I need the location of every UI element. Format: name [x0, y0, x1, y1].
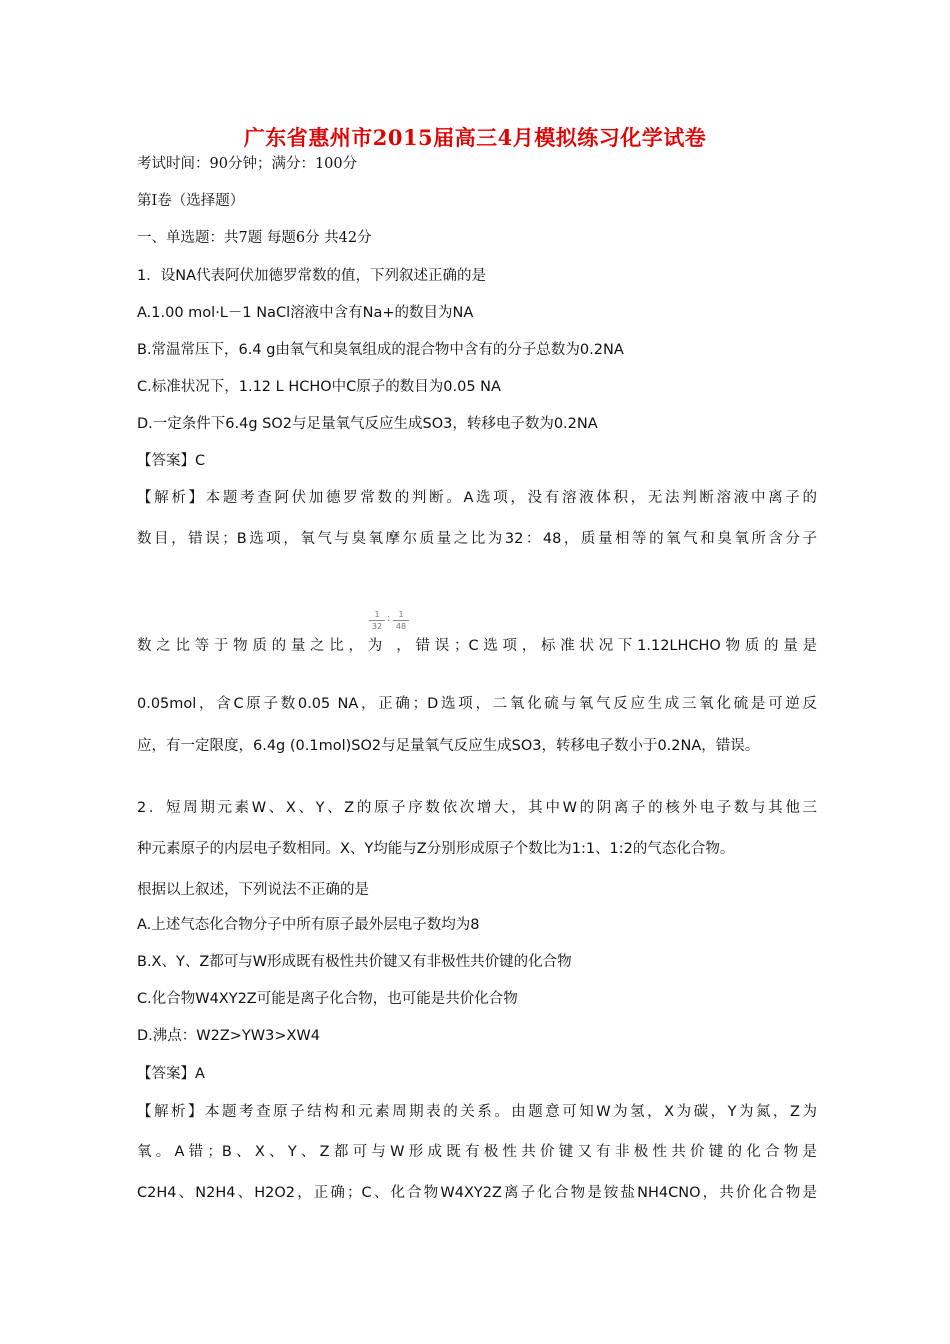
q1-option-d: D.一定条件下6.4g SO2与足量氧气反应生成SO3，转移电子数为0.2NA [137, 416, 598, 432]
q1-analysis-line4: 0.05mol，含C原子数0.05 NA，正确；D选项，二氧化硫与氧气反应生成三氧化硫是可逆反 [137, 696, 817, 712]
q2-option-c: C.化合物W4XY2Z可能是离子化合物，也可能是共价化合物 [137, 991, 518, 1007]
fraction-1-numerator: 1 [369, 609, 385, 621]
fraction-1 [369, 609, 385, 632]
part-heading: 第I卷（选择题） [137, 193, 245, 209]
q2-stem-line2: 种元素原子的内层电子数相同。X、Y均能与Z分别形成原子个数比为1:1、1:2的气态化合物。 [137, 841, 735, 857]
fraction-2-numerator: 1 [393, 609, 409, 621]
q2-option-a: A.上述气态化合物分子中所有原子最外层电子数均为8 [137, 917, 480, 933]
q1-analysis-line1: 【解析】本题考查阿伏加德罗常数的判断。A选项，没有溶液体积，无法判断溶液中离子的 [137, 490, 817, 506]
q2-analysis-line3: C2H4、N2H4、H2O2，正确；C、化合物W4XY2Z离子化合物是铵盐NH4CNO，共价化合物是 [137, 1185, 817, 1201]
q2-analysis-line2: 氧。A错；B、X、Y、Z都可与W形成既有极性共价键又有非极性共价键的化合物是 [137, 1144, 817, 1160]
exam-info: 考试时间：90分钟；满分：100分 [137, 156, 358, 172]
fraction-1-denominator: 32 [371, 622, 383, 631]
q1-answer: 【答案】C [137, 453, 206, 469]
q2-option-b: B.X、Y、Z都可与W形成既有极性共价键又有非极性共价键的化合物 [137, 954, 572, 970]
q2-option-d: D.沸点：W2Z>YW3>XW4 [137, 1028, 320, 1044]
q2-stem-line1: 2．短周期元素W、X、Y、Z的原子序数依次增大，其中W的阴离子的核外电子数与其他三 [137, 800, 817, 816]
q1-analysis-line2: 数目，错误；B选项，氧气与臭氧摩尔质量之比为32：48，质量相等的氧气和臭氧所含分子 [137, 531, 817, 547]
q1-option-a: A.1.00 mol·L－1 NaCl溶液中含有Na+的数目为NA [137, 305, 474, 321]
fraction-2-denominator: 48 [395, 622, 407, 631]
document-title: 广东省惠州市2015届高三4月模拟练习化学试卷 [243, 125, 707, 150]
q1-stem: 1．设NA代表阿伏加德罗常数的值，下列叙述正确的是 [137, 268, 486, 284]
section-heading: 一、单选题：共7题 每题6分 共42分 [137, 230, 372, 246]
q2-analysis-line1: 【解析】本题考查原子结构和元素周期表的关系。由题意可知W为氢，X为碳，Y为氮，Z为 [137, 1104, 817, 1120]
fraction-2 [393, 609, 409, 632]
q1-option-b: B.常温常压下，6.4 g由氧气和臭氧组成的混合物中含有的分子总数为0.2NA [137, 342, 624, 358]
q1-option-c: C.标准状况下，1.12 L HCHO中C原子的数目为0.05 NA [137, 379, 501, 395]
q2-stem-line3: 根据以上叙述，下列说法不正确的是 [137, 882, 369, 898]
q1-analysis-line5: 应，有一定限度，6.4g (0.1mol)SO2与足量氧气反应生成SO3，转移电子数小于0.2NA，错误。 [137, 738, 760, 754]
q1-analysis-line3: 数之比等于物质的量之比，为 ，错误；C选项，标准状况下1.12LHCHO物质的量是 [137, 638, 817, 654]
fraction-separator: : [387, 613, 391, 624]
q2-answer: 【答案】A [137, 1066, 205, 1082]
